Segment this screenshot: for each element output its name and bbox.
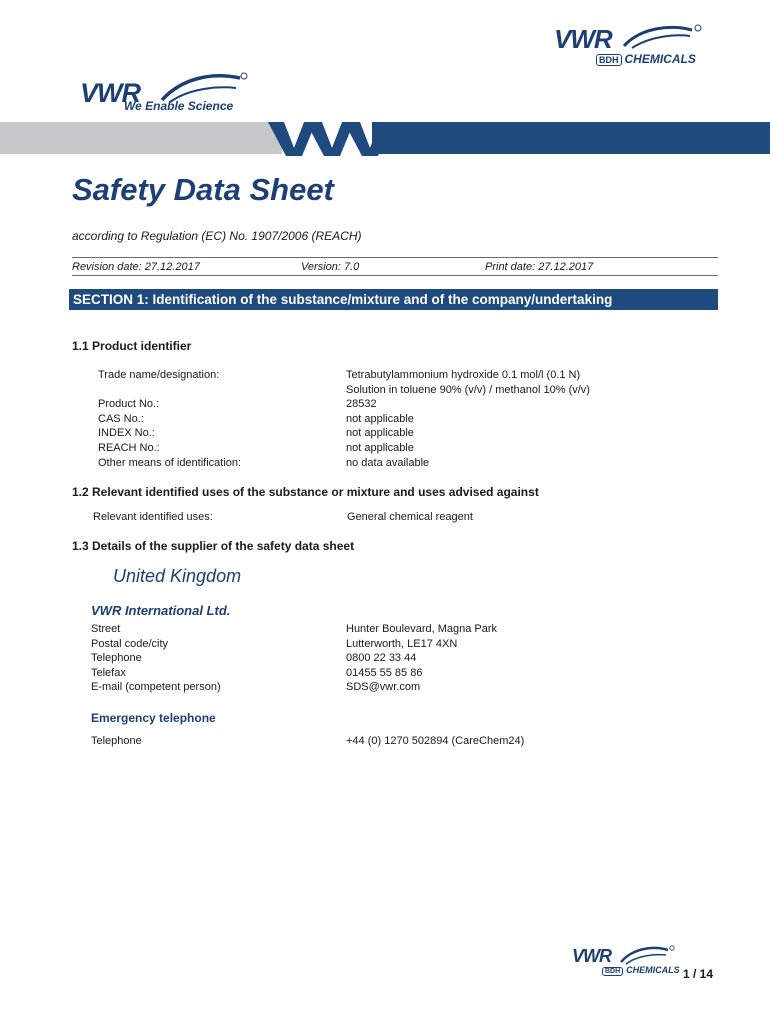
- field-label: Postal code/city: [91, 637, 169, 650]
- bdh-badge: BDH: [602, 967, 623, 976]
- field-value: 01455 55 85 86: [346, 666, 423, 679]
- section-1-heading: SECTION 1: Identification of the substance/mixture and of the company/undertaking: [69, 289, 718, 310]
- supplier-country: United Kingdom: [113, 566, 242, 586]
- field-label: E-mail (competent person): [91, 681, 221, 694]
- subsection-1-2-heading: 1.2 Relevant identified uses of the substance or mixture and uses advised against: [72, 485, 539, 499]
- logo-subline: [596, 52, 696, 66]
- emergency-telephone-heading: Emergency telephone: [91, 711, 216, 725]
- print-date: Print date: 27.12.2017: [485, 261, 594, 273]
- page-number: 1 / 14: [683, 967, 714, 981]
- banner-grey-band: [0, 122, 282, 154]
- divider-top: [72, 257, 718, 258]
- identified-uses-label: Relevant identified uses:: [93, 511, 213, 523]
- logo-wordmark: VWR: [554, 24, 612, 54]
- logo-chemicals: CHEMICALS: [624, 52, 696, 66]
- vwr-bdh-logo-footer: [572, 944, 680, 978]
- field-label: INDEX No.:: [98, 427, 155, 440]
- logo-chemicals: CHEMICALS: [626, 965, 680, 975]
- banner-blue-band: [372, 122, 770, 154]
- field-label: Telefax: [91, 666, 126, 679]
- logo-tagline: We Enable Science: [124, 99, 234, 113]
- field-value: not applicable: [346, 442, 414, 454]
- field-label: Product No.:: [98, 398, 160, 411]
- subsection-1-1-heading: 1.1 Product identifier: [72, 339, 192, 353]
- field-label: Other means of identification:: [98, 456, 242, 469]
- field-value: Hunter Boulevard, Magna Park: [346, 623, 498, 635]
- supplier-company: VWR International Ltd.: [91, 603, 231, 618]
- field-value: SDS@vwr.com: [346, 681, 421, 694]
- vwr-logo-left: [80, 68, 250, 116]
- version: Version: 7.0: [301, 261, 360, 273]
- field-label: Trade name/designation:: [98, 369, 220, 381]
- supplier-details-table: [91, 622, 701, 697]
- logo-wordmark: VWR: [572, 946, 611, 966]
- field-value: 0800 22 33 44: [346, 652, 417, 665]
- logo-wordmark: VWR: [80, 78, 140, 108]
- field-label: REACH No.:: [98, 442, 160, 454]
- field-value: not applicable: [346, 412, 414, 425]
- emergency-telephone-label: Telephone: [91, 735, 142, 747]
- product-identifier-table: [98, 368, 698, 472]
- revision-date: Revision date: 27.12.2017: [72, 261, 200, 273]
- field-value: no data available: [346, 456, 430, 469]
- swoosh-icon: [618, 944, 676, 966]
- logo-subline: [602, 965, 680, 975]
- field-value: 28532: [346, 398, 377, 411]
- field-value: Lutterworth, LE17 4XN: [346, 637, 458, 650]
- field-label: Street: [91, 623, 121, 635]
- emergency-telephone-value: +44 (0) 1270 502894 (CareChem24): [346, 735, 525, 747]
- identified-uses-value: General chemical reagent: [347, 511, 473, 523]
- field-label: CAS No.:: [98, 412, 144, 425]
- swoosh-icon: [620, 22, 704, 52]
- regulation-subtitle: according to Regulation (EC) No. 1907/2006 (REACH): [72, 229, 362, 243]
- bdh-badge: BDH: [596, 54, 622, 66]
- field-label: Telephone: [91, 652, 142, 665]
- divider-bottom: [72, 275, 718, 276]
- field-value: Tetrabutylammonium hydroxide 0.1 mol/l (0.1 N): [346, 369, 581, 381]
- field-value: not applicable: [346, 427, 414, 440]
- subsection-1-3-heading: 1.3 Details of the supplier of the safety data sheet: [72, 539, 355, 553]
- vwr-bdh-logo-top: [554, 22, 704, 68]
- page-title: Safety Data Sheet: [72, 172, 334, 207]
- field-value: Solution in toluene 90% (v/v) / methanol 10% (v/v): [346, 383, 590, 396]
